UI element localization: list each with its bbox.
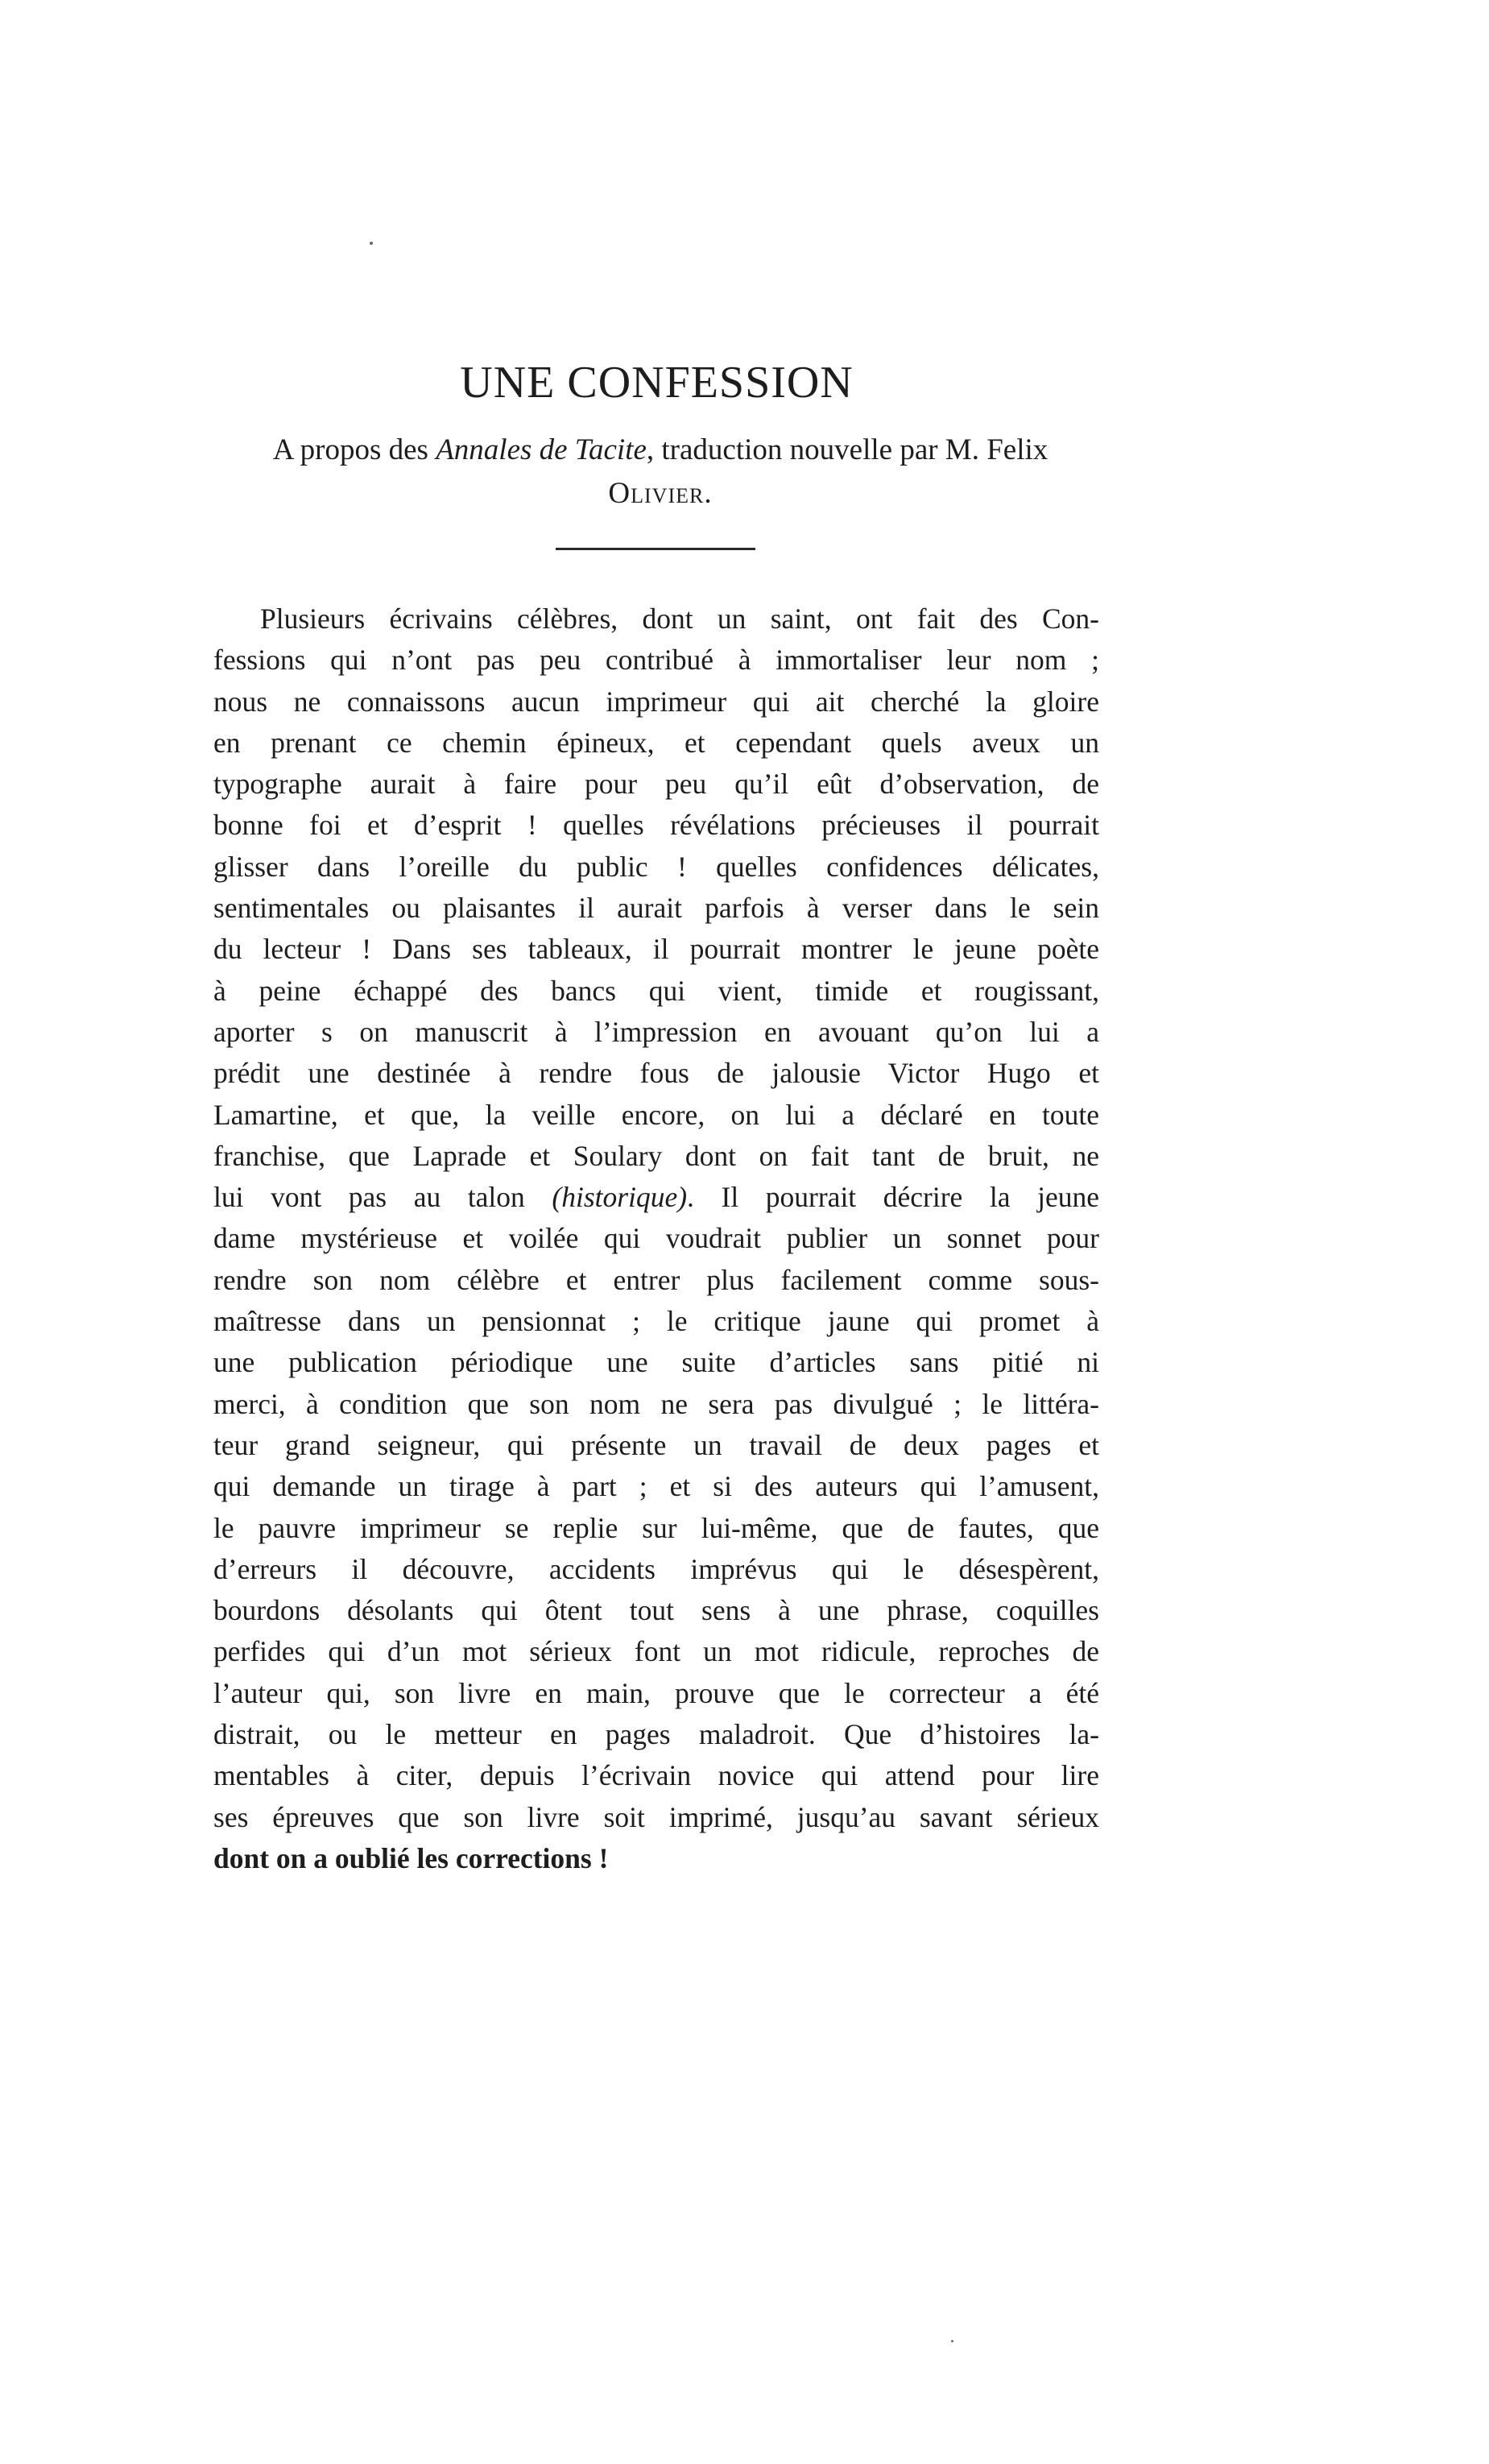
text-line: dame mystérieuse et voilée qui voudrait publier un sonnet pour: [213, 1222, 1099, 1255]
text-line: fessions qui n’ont pas peu contribué à immortaliser leur nom ;: [213, 644, 1099, 677]
chapter-subtitle: [217, 429, 1103, 516]
text-line: dont on a oublié les corrections !: [213, 1841, 609, 1874]
text-line: Plusieurs écrivains célèbres, dont un saint, ont fait des Con-: [260, 603, 1099, 635]
text-line: nous ne connaissons aucun imprimeur qui ait cherché la gloire: [213, 685, 1099, 718]
text-line: ses épreuves que son livre soit imprimé, jusqu’au savant sérieux: [213, 1800, 1099, 1833]
text-line: maîtresse dans un pensionnat ; le critique jaune qui promet à: [213, 1305, 1099, 1338]
text-line: l’auteur qui, son livre en main, prouve que le correcteur a été: [213, 1676, 1099, 1709]
text-line: aporter s on manuscrit à l’impression en avouant qu’on lui a: [213, 1015, 1099, 1048]
text-segment: . Il pourrait décrire la jeune: [687, 1181, 1099, 1214]
print-speck: [370, 242, 373, 245]
text-line: perfides qui d’un mot sérieux font un mot ridicule, reproches de: [213, 1635, 1099, 1668]
text-line: typographe aurait à faire pour peu qu’il eût d’observation, de: [213, 768, 1099, 801]
text-line: en prenant ce chemin épineux, et cependant quels aveux un: [213, 726, 1099, 759]
text-line: à peine échappé des bancs qui vient, timide et rougissant,: [213, 974, 1099, 1007]
chapter-title: UNE CONFESSION: [460, 358, 854, 408]
subtitle-prefix: A propos des: [272, 433, 436, 466]
text-line: [213, 1177, 1099, 1218]
text-line: teur grand seigneur, qui présente un travail de deux pages et: [213, 1428, 1099, 1461]
body-paragraph: [213, 598, 1099, 1879]
text-line: une publication périodique une suite d’articles sans pitié ni: [213, 1346, 1099, 1379]
text-line: mentables à citer, depuis l’écrivain novice qui attend pour lire: [213, 1759, 1099, 1792]
text-line: glisser dans l’oreille du public ! quelles confidences délicates,: [213, 850, 1099, 883]
title-divider-rule: [556, 548, 755, 550]
text-line: le pauvre imprimeur se replie sur lui-même, que de fautes, que: [213, 1511, 1099, 1544]
text-line: d’erreurs il découvre, accidents imprévus qui le désespèrent,: [213, 1552, 1099, 1585]
text-line: bourdons désolants qui ôtent tout sens à une phrase, coquilles: [213, 1594, 1099, 1627]
text-line: prédit une destinée à rendre fous de jalousie Victor Hugo et: [213, 1057, 1099, 1090]
text-line: rendre son nom célèbre et entrer plus facilement comme sous-: [213, 1263, 1099, 1296]
text-line: sentimentales ou plaisantes il aurait parfois à verser dans le sein: [213, 892, 1099, 925]
text-line: merci, à condition que son nom ne sera pas divulgué ; le littéra-: [213, 1387, 1099, 1420]
print-speck: [951, 2340, 953, 2342]
text-line: distrait, ou le metteur en pages maladroit. Que d’histoires la-: [213, 1718, 1099, 1751]
italic-text-segment: (historique): [552, 1181, 688, 1214]
text-line: bonne foi et d’esprit ! quelles révélations précieuses il pourrait: [213, 809, 1099, 842]
subtitle-author: Olivier.: [608, 477, 713, 510]
text-line: Lamartine, et que, la veille encore, on lui a déclaré en toute: [213, 1098, 1099, 1131]
text-line: franchise, que Laprade et Soulary dont on fait tant de bruit, ne: [213, 1139, 1099, 1172]
text-line: du lecteur ! Dans ses tableaux, il pourrait montrer le jeune poète: [213, 933, 1099, 966]
subtitle-middle: , traduction nouvelle par M. Felix: [646, 433, 1049, 466]
subtitle-work-title: Annales de Tacite: [436, 433, 647, 466]
text-segment: lui vont pas au talon: [213, 1181, 552, 1214]
text-line: qui demande un tirage à part ; et si des auteurs qui l’amusent,: [213, 1470, 1099, 1503]
